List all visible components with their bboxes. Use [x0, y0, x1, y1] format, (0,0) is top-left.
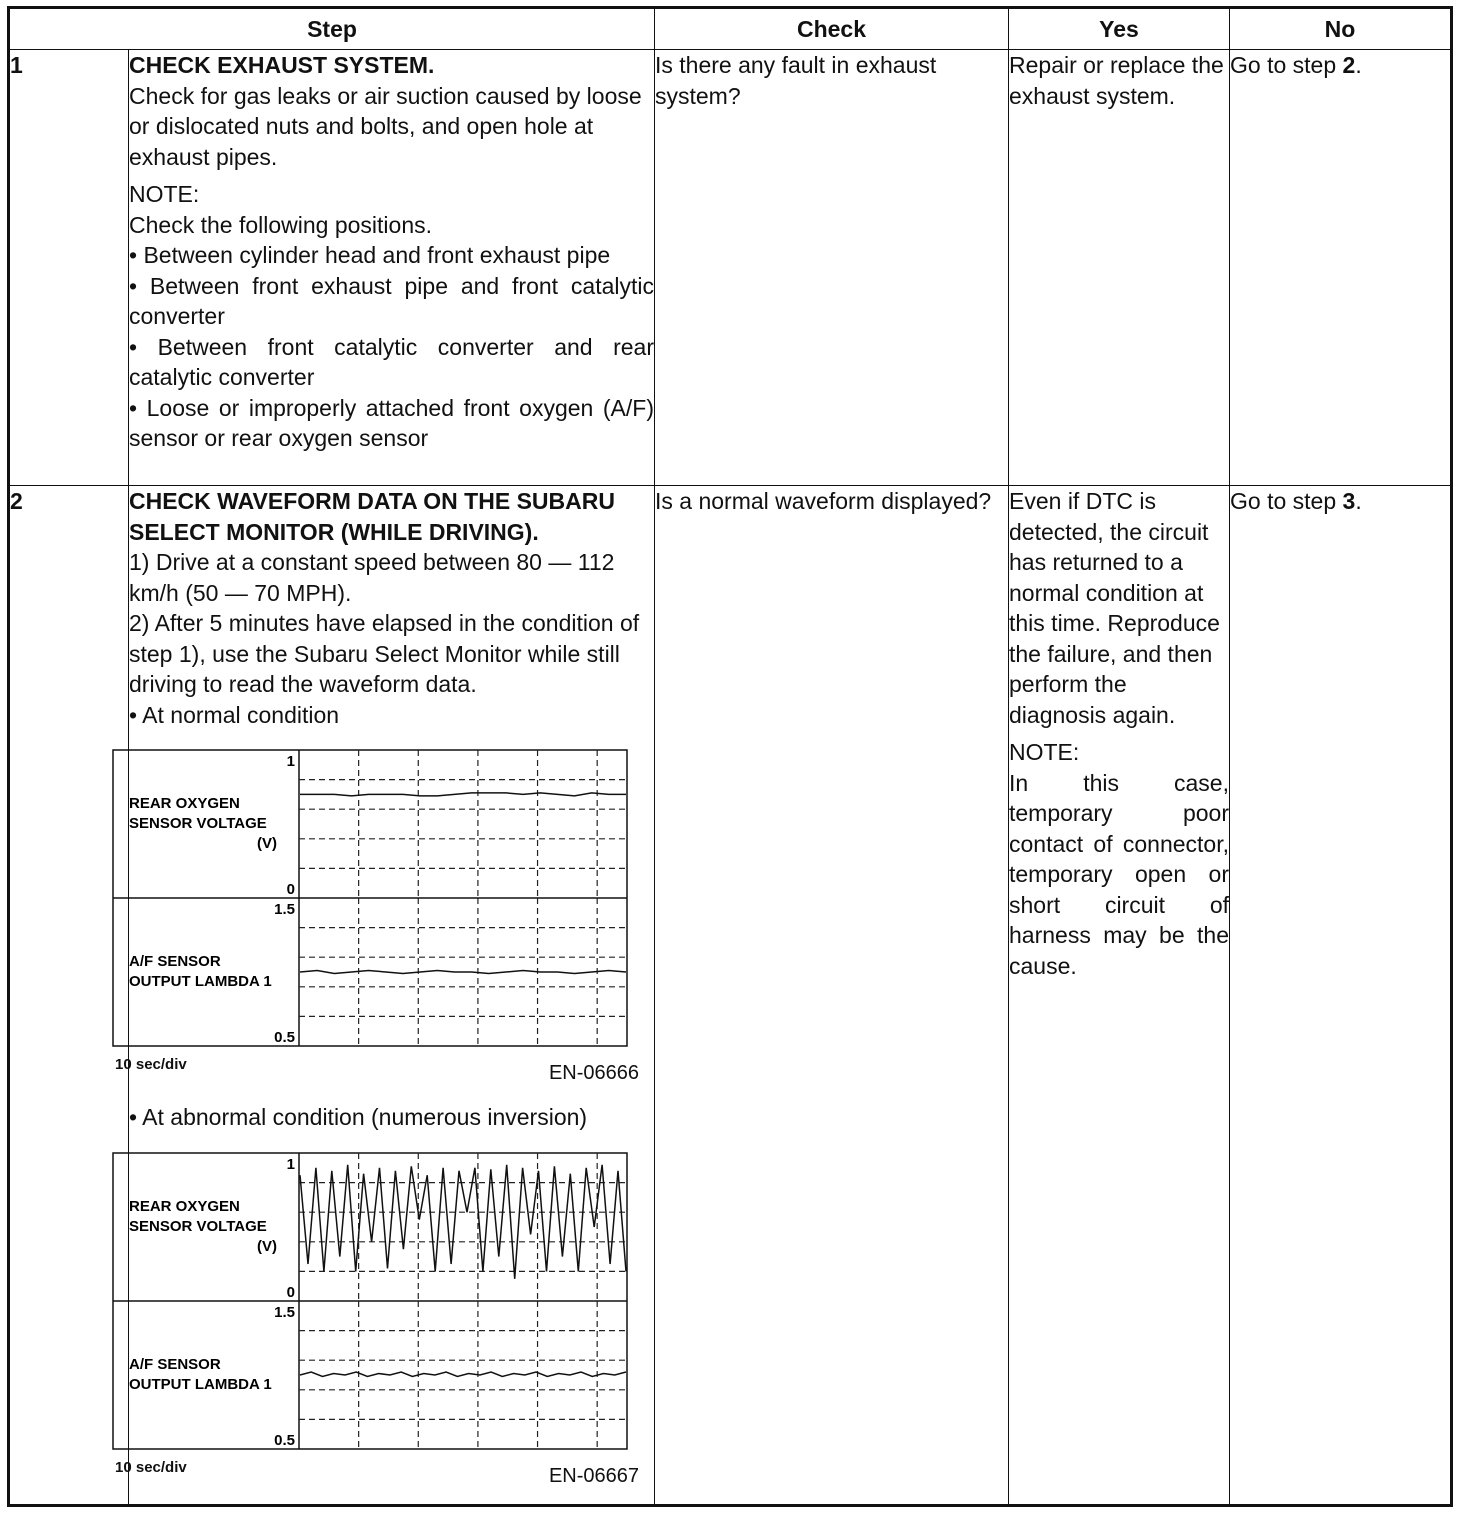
list-item: • Loose or improperly attached front oxygen (A/F) sensor or rear oxygen sensor: [129, 394, 654, 451]
figure-id: EN-06667: [548, 1464, 639, 1487]
panel-axis-label: (V): [257, 1237, 277, 1255]
yes-main-text: Even if DTC is detected, the circuit has returned to a normal condition at this time. Reproduce the failure, and then perform the diagnosis again.: [1009, 488, 1220, 728]
step-2-content: [115, 486, 655, 1506]
panel-axis-label: SENSOR VOLTAGE: [129, 815, 267, 832]
check-cell: Is there any fault in exhaust system?: [655, 50, 1009, 486]
list-item: • Between front catalytic converter and rear catalytic converter: [129, 333, 654, 390]
waveform-series-line: [300, 793, 626, 796]
waveform-chart-abnormal: [109, 1151, 639, 1487]
header-no: No: [1230, 8, 1452, 50]
instruction-1: 1) Drive at a constant speed between 80 — 112 km/h (50 — 70 MPH).: [129, 549, 615, 606]
time-scale-label: 10 sec/div: [115, 1458, 187, 1476]
no-step-ref: 3: [1342, 488, 1356, 514]
check-cell: Is a normal waveform displayed?: [655, 486, 1009, 1506]
no-cell: [1230, 486, 1452, 1506]
step-title: CHECK WAVEFORM DATA ON THE SUBARU SELECT MONITOR (WHILE DRIVING).: [129, 488, 615, 545]
tick-label: 1: [286, 1155, 295, 1173]
note-intro: Check the following positions.: [129, 211, 432, 238]
step-1-content: [129, 50, 655, 486]
waveform-series-line: [300, 971, 626, 974]
panel-axis-label: OUTPUT LAMBDA 1: [129, 1375, 272, 1393]
header-step: Step: [9, 8, 655, 50]
waveform-series-line: [300, 1164, 626, 1278]
no-prefix: Go to step: [1230, 52, 1343, 78]
bullet-normal: • At normal condition: [129, 701, 340, 728]
figure-id: EN-06666: [548, 1062, 639, 1084]
step-number: 1: [9, 50, 129, 486]
no-suffix: .: [1355, 52, 1362, 78]
tick-label: 0.5: [274, 1029, 295, 1046]
waveform-series-line: [300, 1372, 626, 1377]
panel-axis-label: REAR OXYGEN: [129, 1197, 240, 1215]
no-prefix: Go to step: [1230, 488, 1343, 514]
panel-axis-label: A/F SENSOR: [129, 1355, 221, 1373]
panel-axis-label: (V): [257, 835, 277, 852]
header-row: [9, 8, 1452, 50]
table-row-step-1: [9, 50, 1452, 486]
panel-axis-label: A/F SENSOR: [129, 953, 221, 970]
panel-axis-label: REAR OXYGEN: [129, 795, 240, 812]
no-cell: [1230, 50, 1452, 486]
yes-cell: Repair or replace the exhaust system.: [1009, 50, 1230, 486]
waveform-svg-normal: [109, 748, 639, 1048]
yes-cell: [1009, 486, 1230, 1506]
diagnostic-table: [7, 6, 1453, 1507]
tick-label: 1: [286, 753, 295, 770]
panel-axis-label: OUTPUT LAMBDA 1: [129, 973, 272, 990]
no-suffix: .: [1355, 488, 1362, 514]
table-row-step-2: [9, 486, 1452, 1506]
yes-note-text: In this case, temporary poor contact of connector, temporary open or short circuit of harness may be the cause.: [1009, 769, 1229, 979]
note-label: NOTE:: [129, 181, 200, 207]
header-yes: Yes: [1009, 8, 1230, 50]
header-check: Check: [655, 8, 1009, 50]
waveform-chart-normal: [109, 748, 639, 1084]
list-item: • Between front exhaust pipe and front catalytic converter: [129, 272, 654, 329]
bullet-abnormal: • At abnormal condition (numerous inversion): [129, 1104, 588, 1130]
yes-note-label: NOTE:: [1009, 739, 1080, 765]
no-step-ref: 2: [1342, 52, 1356, 78]
list-item: • Between cylinder head and front exhaust pipe: [129, 242, 611, 268]
tick-label: 0: [286, 881, 295, 898]
instruction-2: 2) After 5 minutes have elapsed in the condition of step 1), use the Subaru Select Monitor while still driving to read the waveform data.: [129, 610, 640, 697]
time-scale-label: 10 sec/div: [115, 1056, 187, 1073]
tick-label: 1.5: [274, 1303, 295, 1321]
step-title: CHECK EXHAUST SYSTEM.: [129, 52, 435, 78]
waveform-svg-abnormal: [109, 1151, 639, 1451]
step-description: Check for gas leaks or air suction caused by loose or dislocated nuts and bolts, and open hole at exhaust pipes.: [129, 82, 642, 170]
panel-axis-label: SENSOR VOLTAGE: [129, 1217, 267, 1235]
tick-label: 0: [286, 1283, 295, 1301]
tick-label: 1.5: [274, 901, 295, 918]
step-number: 2: [9, 486, 129, 1506]
tick-label: 0.5: [274, 1431, 295, 1449]
